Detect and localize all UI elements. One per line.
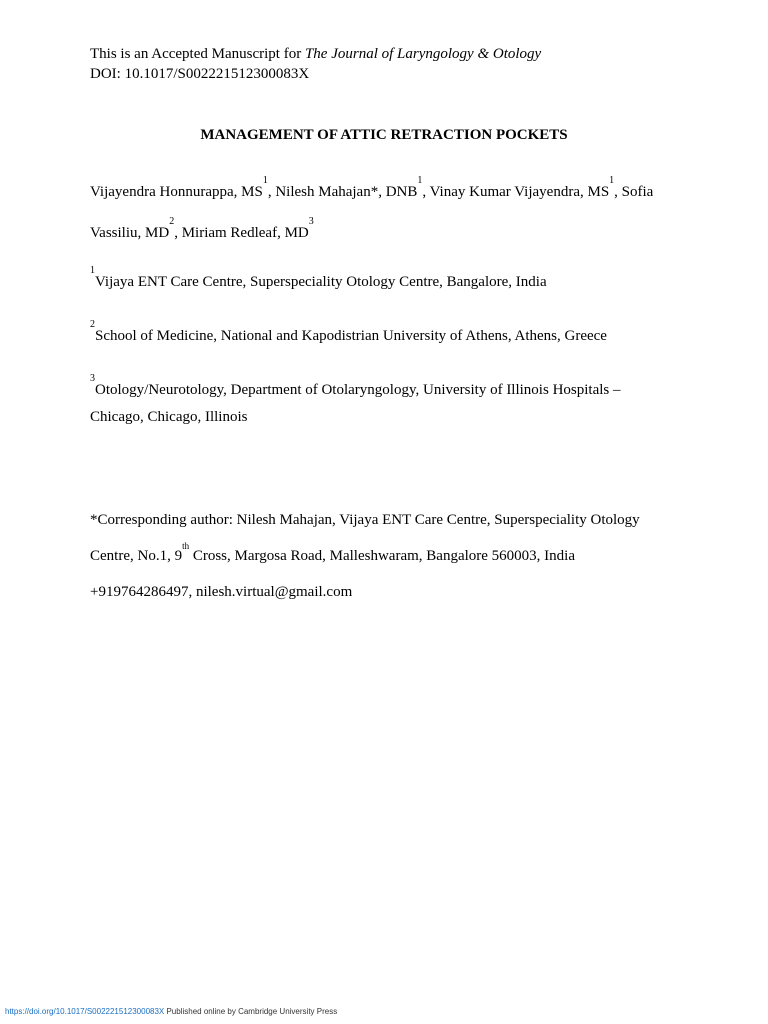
author-1: Vijayendra Honnurappa, MS bbox=[90, 184, 263, 200]
author-5: , Miriam Redleaf, MD bbox=[174, 225, 309, 241]
accepted-prefix: This is an Accepted Manuscript for bbox=[90, 46, 305, 62]
affiliation-2-text: School of Medicine, National and Kapodistrian University of Athens, Athens, Greece bbox=[95, 328, 607, 344]
affiliation-2 bbox=[90, 319, 607, 345]
affiliation-3-continued: Chicago, Chicago, Illinois bbox=[90, 409, 248, 425]
author-2-affil: 1 bbox=[417, 175, 423, 186]
affiliation-1-text: Vijaya ENT Care Centre, Superspeciality Otology Centre, Bangalore, India bbox=[95, 274, 547, 290]
affiliation-1 bbox=[90, 265, 547, 291]
corresponding-line-1: *Corresponding author: Nilesh Mahajan, Vijaya ENT Care Centre, Superspeciality Otology bbox=[90, 512, 640, 528]
doi-link[interactable]: https://doi.org/10.1017/S002221512300083X bbox=[5, 1007, 165, 1016]
publication-footer bbox=[5, 1007, 337, 1016]
author-4-affil: 2 bbox=[169, 216, 175, 227]
affiliation-3-text: Otology/Neurotology, Department of Otolaryngology, University of Illinois Hospitals – bbox=[95, 382, 621, 398]
affiliation-3 bbox=[90, 373, 621, 399]
published-note: Published online by Cambridge University Press bbox=[164, 1007, 338, 1016]
paper-title: MANAGEMENT OF ATTIC RETRACTION POCKETS bbox=[200, 127, 568, 143]
authors-line-1 bbox=[90, 175, 654, 201]
address-start: Centre, No.1, 9 bbox=[90, 548, 183, 564]
doi-line: DOI: 10.1017/S002221512300083X bbox=[90, 66, 310, 82]
authors-line-2 bbox=[90, 216, 314, 242]
journal-name: The Journal of Laryngology & Otology bbox=[304, 46, 542, 62]
author-2: , Nilesh Mahajan*, DNB bbox=[267, 184, 418, 200]
contact-line: +919764286497, nilesh.virtual@gmail.com bbox=[90, 584, 353, 600]
author-3: , Vinay Kumar Vijayendra, MS bbox=[422, 184, 610, 200]
corresponding-line-2 bbox=[90, 541, 575, 565]
affiliation-3-number: 3 bbox=[90, 373, 95, 384]
ordinal-suffix: th bbox=[182, 541, 190, 551]
accepted-manuscript-line bbox=[90, 46, 541, 63]
author-4-first: , Sofia bbox=[614, 184, 654, 200]
author-4-last: Vassiliu, MD bbox=[90, 225, 170, 241]
address-end: Cross, Margosa Road, Malleshwaram, Bangalore 560003, India bbox=[189, 548, 575, 564]
author-1-affil: 1 bbox=[262, 175, 268, 186]
author-3-affil: 1 bbox=[609, 175, 615, 186]
author-5-affil: 3 bbox=[308, 216, 314, 227]
affiliation-2-number: 2 bbox=[90, 319, 95, 330]
affiliation-1-number: 1 bbox=[90, 265, 95, 276]
